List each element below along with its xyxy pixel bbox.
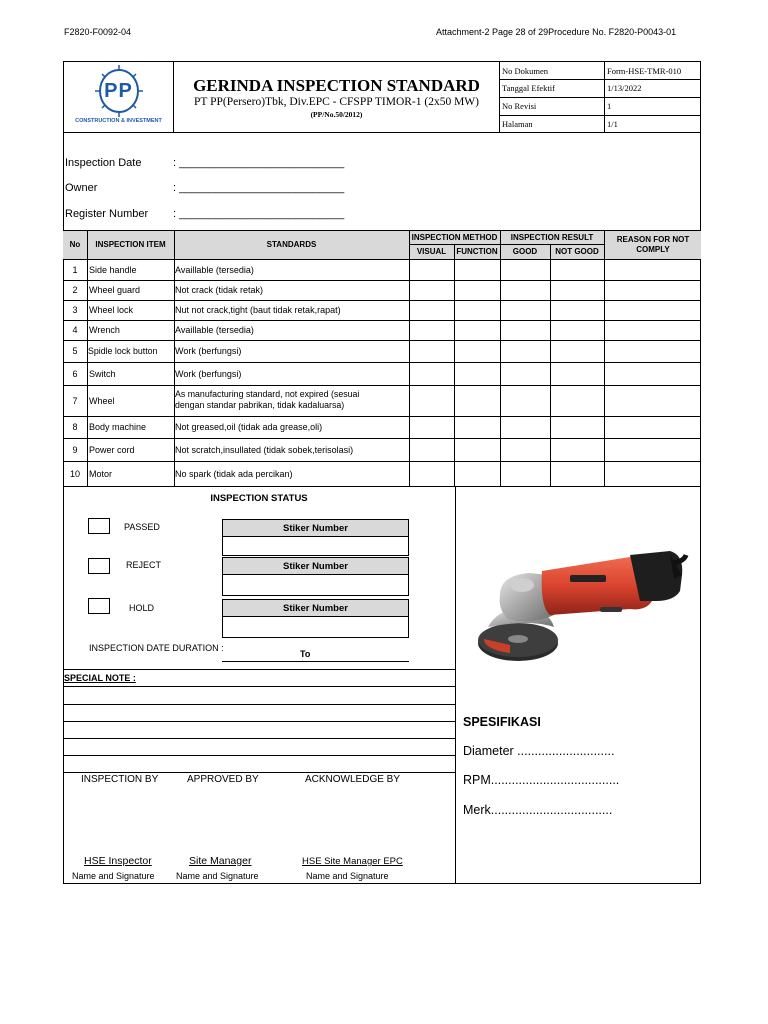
table-row-no: 2 (72, 285, 78, 295)
table-row-item: Body machine (89, 422, 147, 432)
merk-field[interactable]: Merk................................... (463, 803, 613, 817)
register-number-label: Register Number (65, 208, 149, 220)
col-header-no: No (69, 240, 81, 249)
col-header-not-good: NOT GOOD (555, 247, 599, 256)
inspection-duration-label: INSPECTION DATE DURATION : (89, 643, 224, 653)
inspection-date-field[interactable]: : ___________________________ (173, 157, 345, 169)
table-row-item: Wheel (89, 395, 115, 406)
table-row-item: Side handle (89, 265, 137, 275)
table-row-no: 4 (72, 325, 78, 335)
col-header-inspection-method: INSPECTION METHOD (411, 232, 498, 242)
table-row-no: 9 (72, 444, 78, 455)
table-row-standard: Not crack (tidak retak) (175, 285, 264, 295)
inspection-date-label: Inspection Date (65, 157, 142, 169)
table-row-item: Wheel lock (89, 305, 134, 315)
table-row-no: 10 (69, 468, 80, 479)
passed-label: PASSED (124, 522, 160, 532)
table-row-item: Motor (89, 468, 113, 479)
logo-letters: PP (104, 80, 133, 102)
col-header-visual: VISUAL (416, 247, 447, 256)
table-row-no: 3 (72, 305, 78, 315)
table-row-standard: No spark (tidak ada percikan) (175, 468, 293, 479)
meta-value-halaman: 1/1 (607, 118, 618, 129)
passed-checkbox[interactable] (88, 518, 110, 534)
meta-label-halaman: Halaman (502, 118, 533, 129)
col-header-inspection-item: INSPECTION ITEM (95, 240, 166, 249)
special-note-label: SPECIAL NOTE : (64, 673, 136, 683)
table-row-item: Wrench (89, 325, 120, 335)
meta-value-no-revisi: 1 (607, 101, 612, 111)
signature-caption: Name and Signature (176, 871, 259, 881)
reject-sticker-box (222, 557, 409, 596)
meta-label-no-dokumen: No Dokumen (502, 65, 549, 76)
duration-line (222, 661, 409, 662)
spesifikasi-title: SPESIFIKASI (463, 715, 541, 729)
company-logo (64, 62, 173, 132)
project-reference: (PP/No.50/2012) (310, 110, 363, 119)
table-row-standard: Availlable (tersedia) (175, 265, 254, 275)
table-row-item: Wheel guard (89, 285, 141, 295)
owner-label: Owner (65, 182, 98, 194)
col-header-good: GOOD (512, 247, 538, 256)
hold-label: HOLD (129, 603, 155, 613)
meta-value-no-dokumen: Form-HSE-TMR-010 (607, 65, 682, 76)
table-row-standard: Not greased,oil (tidak ada grease,oli) (175, 422, 323, 432)
sticker-number-header: Stiker Number (223, 558, 408, 575)
table-row-standard: Not scratch,insullated (tidak sobek,terisolasi) (175, 444, 354, 455)
approved-by-heading: APPROVED BY (187, 774, 259, 785)
sticker-number-header: Stiker Number (223, 600, 408, 617)
table-row-no: 6 (72, 368, 78, 379)
company-name: PT PP(Persero)Tbk, Div.EPC - CFSPP TIMOR-1 (2x50 MW) (194, 96, 479, 108)
table-row-no: 7 (72, 395, 78, 406)
table-row-no: 5 (72, 346, 78, 356)
col-header-standards: STANDARDS (266, 240, 317, 249)
col-header-function: FUNCTION (456, 247, 498, 256)
angle-grinder-icon (470, 535, 690, 685)
table-row-no: 8 (72, 422, 78, 432)
table-row-standard: Availlable (tersedia) (175, 325, 254, 335)
table-row-standard: Nut not crack,tight (baut tidak retak,rapat) (175, 305, 341, 315)
register-number-field[interactable]: : ___________________________ (173, 208, 345, 220)
inspection-by-heading: INSPECTION BY (81, 774, 159, 785)
table-row-standard: Work (berfungsi) (175, 368, 242, 379)
hold-checkbox[interactable] (88, 598, 110, 614)
attachment-reference: Attachment-2 Page 28 of 29Procedure No. F2820-P0043-01 (436, 27, 677, 37)
inspection-duration-to: To (300, 649, 311, 659)
table-row-item: Switch (89, 368, 116, 379)
table-row-no: 1 (72, 265, 78, 275)
col-header-reason: REASON FOR NOT COMPLY (616, 235, 690, 254)
inspection-status-title: INSPECTION STATUS (210, 493, 308, 504)
table-row-standard: Work (berfungsi) (175, 346, 242, 356)
acknowledge-by-heading: ACKNOWLEDGE BY (305, 774, 401, 785)
table-row-standard: As manufacturing standard, not expired (sesuai (175, 389, 360, 399)
hse-site-manager-role: HSE Site Manager EPC (302, 856, 403, 867)
passed-sticker-box (222, 519, 409, 556)
reject-label: REJECT (126, 560, 162, 570)
col-header-inspection-result: INSPECTION RESULT (510, 232, 594, 242)
signature-caption: Name and Signature (306, 871, 389, 881)
owner-field[interactable]: : ___________________________ (173, 182, 345, 194)
hse-inspector-role: HSE Inspector (84, 855, 152, 867)
rpm-field[interactable]: RPM..................................... (463, 773, 620, 787)
meta-value-tanggal-efektif: 1/13/2022 (607, 83, 642, 93)
form-title: GERINDA INSPECTION STANDARD (193, 76, 480, 95)
diameter-field[interactable]: Diameter ............................ (463, 744, 615, 758)
table-row-item: Power cord (89, 444, 135, 455)
angle-grinder-image (470, 535, 690, 685)
meta-label-no-revisi: No Revisi (502, 101, 537, 111)
logo-caption: CONSTRUCTION & INVESTMENT (75, 118, 162, 124)
form-code: F2820-F0092-04 (64, 27, 132, 37)
sticker-number-header: Stiker Number (223, 520, 408, 537)
site-manager-role: Site Manager (189, 855, 252, 867)
signature-caption: Name and Signature (72, 871, 155, 881)
reject-checkbox[interactable] (88, 558, 110, 574)
table-row-item: Spidle lock button (88, 346, 158, 356)
hold-sticker-box (222, 599, 409, 638)
meta-label-tanggal-efektif: Tanggal Efektif (502, 83, 555, 93)
table-row-standard-line2: dengan standar pabrikan, tidak kadaluarsa) (175, 400, 345, 410)
